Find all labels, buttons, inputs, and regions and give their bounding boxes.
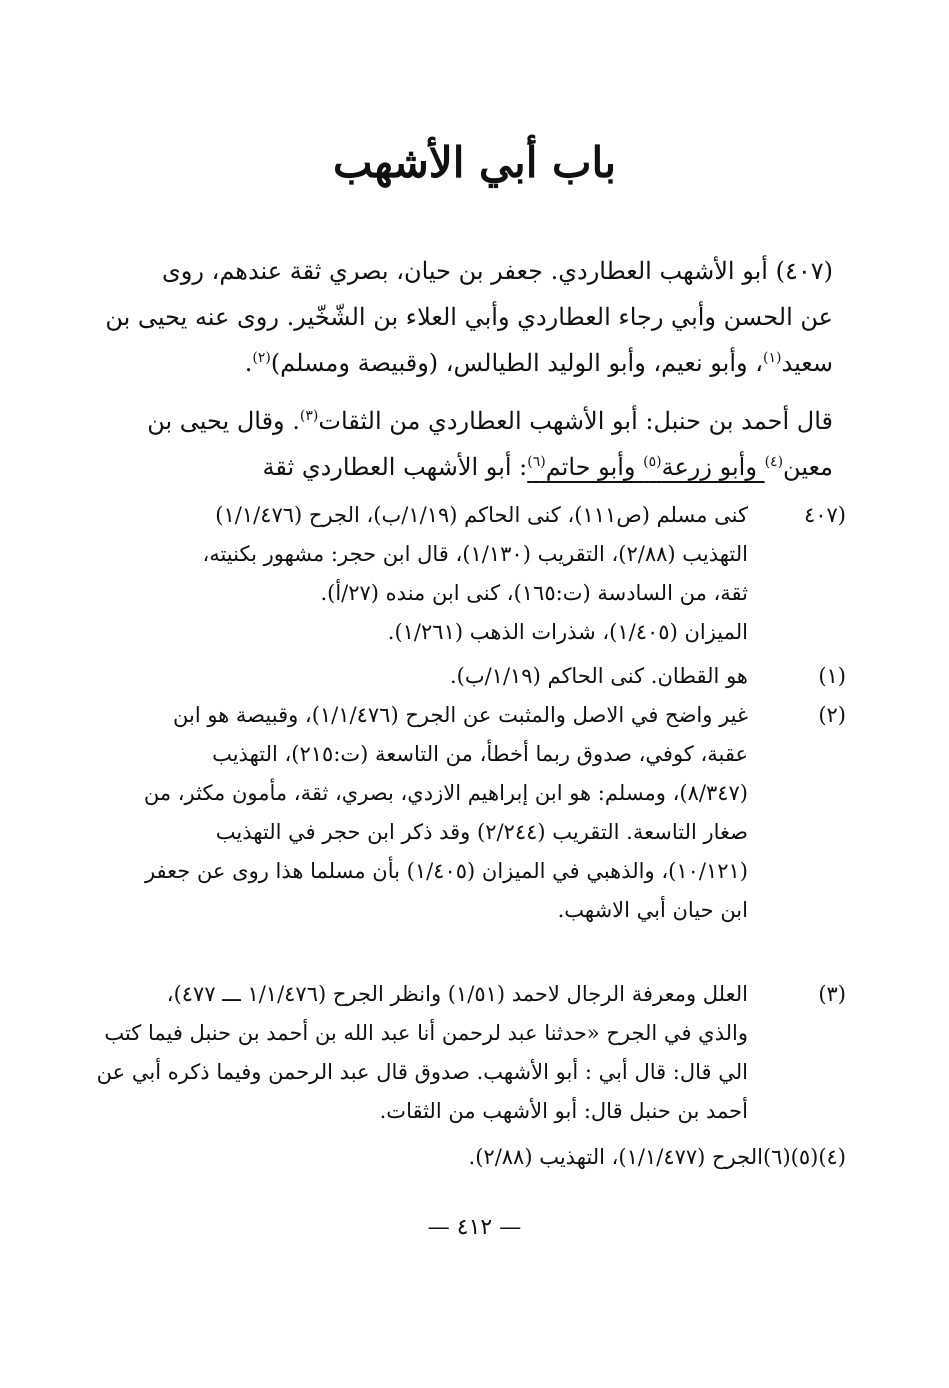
entry-407-line-1: (٤٠٧) أبو الأشهب العطاردي. جعفر بن حيان، بصري ثقة عندهم، روى <box>161 257 833 285</box>
footnote-ref-5: (٥) <box>643 454 662 470</box>
footnote-line: العلل ومعرفة الرجال لاحمد (١/٥١) وانظر الجرح (١/١/٤٧٦ ـــ ٤٧٧)، <box>166 982 748 1006</box>
footnote-line: غير واضح في الاصل والمثبت عن الجرح (١/١/٤٧٦)، وقبيصة هو ابن <box>172 703 748 727</box>
ahmad-paragraph <box>88 398 833 490</box>
footnote-line: هو القطان. كنى الحاكم (١/١٩/ب). <box>449 664 748 688</box>
footnote-ref-3: (٣) <box>299 408 319 424</box>
footnote-body <box>88 975 748 1131</box>
footnote-407 <box>88 496 846 652</box>
footnote-body <box>88 696 748 930</box>
footnote-number: (٣) <box>818 982 846 1006</box>
underlined-segment <box>527 453 764 481</box>
footnote-ref-1: (١) <box>763 350 782 366</box>
footnote-line: الجرح (١/١/٤٧٧)، التهذيب (٢/٨٨). <box>468 1145 763 1169</box>
footnote-body <box>88 496 748 652</box>
text-segment: قال أحمد بن حنبل: أبو الأشهب العطاردي من الثقات <box>318 407 833 435</box>
text-segment: . وقال يحيى بن <box>147 407 300 435</box>
footnote-line: الي قال: قال أبي : أبو الأشهب. صدوق قال عبد الرحمن وفيما ذكره أبي عن <box>96 1060 748 1084</box>
footnote-body <box>88 657 748 696</box>
footnote-4-5-6 <box>88 1138 846 1177</box>
text-segment: . <box>244 349 253 377</box>
footnote-ref-2: (٢) <box>252 350 271 366</box>
footnote-line: ابن حيان أبي الاشهب. <box>557 898 748 922</box>
footnote-line: صغار التاسعة. التقريب (٢/٢٤٤) وقد ذكر ابن حجر في التهذيب <box>215 820 748 844</box>
footnote-line: (١٠/١٢١)، والذهبي في الميزان (١/٤٠٥) بأن مسلما هذا روى عن جعفر <box>144 859 748 883</box>
footnote-number: (١) <box>818 664 846 688</box>
text-segment: وأبو زرعة <box>661 453 765 481</box>
footnote-2 <box>88 696 846 930</box>
footnote-line: كنى مسلم (ص١١١)، كنى الحاكم (١/١٩/ب)، الجرح (١/١/٤٧٦) <box>215 503 748 527</box>
text-segment: سعيد <box>781 349 833 377</box>
footnote-line: الميزان (١/٤٠٥)، شذرات الذهب (١/٢٦١). <box>387 620 748 644</box>
footnote-number: (٤)(٥)(٦) <box>762 1145 846 1169</box>
page-number: — ٤١٢ — <box>427 1215 522 1240</box>
footnote-ref-6: (٦) <box>527 454 546 470</box>
text-segment: : أبو الأشهب العطاردي ثقة <box>262 453 528 481</box>
footnote-line: والذي في الجرح «حدثنا عبد لرحمن أنا عبد الله بن أحمد بن حنبل فيما كتب <box>104 1021 748 1045</box>
footnote-line: التهذيب (٢/٨٨)، التقريب (١/١٣٠)، قال ابن حجر: مشهور بكنيته، <box>202 542 748 566</box>
footnote-line: ثقة، من السادسة (ت:١٦٥)، كنى ابن منده (٢٧/أ). <box>320 581 748 605</box>
footnote-ref-4: (٤) <box>764 454 784 470</box>
entry-407-line-3 <box>88 340 833 386</box>
footnote-line: (٨/٣٤٧)، ومسلم: هو ابن إبراهيم الازدي، بصري، ثقة، مأمون مكثر، من <box>143 781 748 805</box>
footnote-number: (٤٠٧ <box>803 503 846 527</box>
footnote-line: أحمد بن حنبل قال: أبو الأشهب من الثقات. <box>379 1099 748 1123</box>
footnote-3 <box>88 975 846 1131</box>
text-segment: معين <box>783 453 833 481</box>
entry-407-line-2: عن الحسن وأبي رجاء العطاردي وأبي العلاء بن الشّخّير. روى عنه يحيى بن <box>105 303 833 331</box>
footnote-1 <box>88 657 846 696</box>
ahmad-line-1 <box>88 398 833 444</box>
ahmad-line-2 <box>88 444 833 490</box>
footnote-line: عقبة، كوفي، صدوق ربما أخطأ، من التاسعة (ت:٢١٥)، التهذيب <box>212 742 748 766</box>
text-segment: ، وأبو نعيم، وأبو الوليد الطيالس، (وقبيصة ومسلم) <box>270 349 763 377</box>
text-segment: وأبو حاتم <box>545 453 644 481</box>
footnote-body <box>88 1138 846 1177</box>
entry-407-paragraph <box>88 248 833 386</box>
footnote-number: (٢) <box>818 703 846 727</box>
chapter-title: باب أبي الأشهب <box>332 138 617 187</box>
